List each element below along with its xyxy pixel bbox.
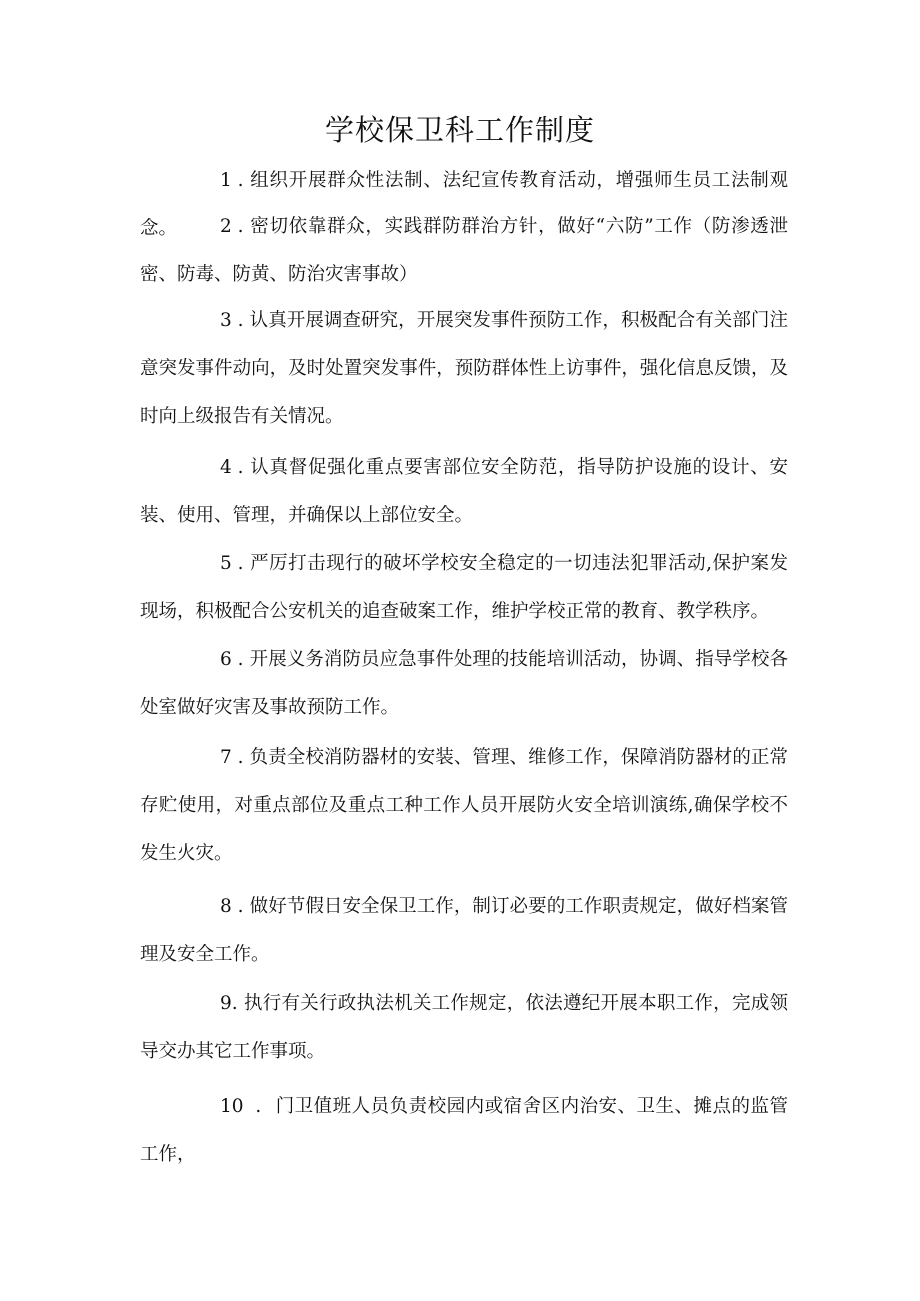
clause-number: 10 . — [220, 1096, 262, 1117]
clause-text: 做好节假日安全保卫工作，制订必要的工作职责规定，做好档案管理及安全工作。 — [140, 896, 788, 965]
clause-4 — [140, 444, 788, 540]
clause-text: 认真开展调查研究，开展突发事件预防工作，积极配合有关部门注意突发事件动向，及时处置突发事件，预防群体性上访事件，强化信息反馈，及时向上级报告有关情况。 — [140, 310, 788, 427]
clause-number: 7 . — [220, 747, 244, 768]
clause-text: 负责全校消防器材的安装、管理、维修工作，保障消防器材的正常存贮使用，对重点部位及重点工种工作人员开展防火安全培训演练,确保学校不发生火灾。 — [140, 747, 788, 864]
clause-number: 6 . — [220, 649, 244, 670]
clause-10 — [140, 1083, 788, 1179]
clause-number: 4 . — [220, 457, 244, 478]
clause-9 — [140, 980, 788, 1076]
clause-text: 开展义务消防员应急事件处理的技能培训活动，协调、指导学校各处室做好灾害及事故预防工作。 — [140, 649, 788, 718]
clause-text: 认真督促强化重点要害部位安全防范，指导防护设施的设计、安装、使用、管理，并确保以上部位安全。 — [140, 457, 788, 526]
clause-7 — [140, 734, 788, 878]
clause-3 — [140, 297, 788, 441]
clause-2 — [140, 203, 788, 299]
clause-number: 1 . — [220, 170, 244, 191]
clause-text: 密切依靠群众，实践群防群治方针，做好“六防”工作（防渗透泄密、防毒、防黄、防治灾害事故） — [140, 216, 788, 285]
clause-number: 5 . — [220, 553, 244, 574]
clause-number: 3 . — [220, 310, 244, 331]
document-title: 学校保卫科工作制度 — [324, 113, 595, 147]
clause-number: 8 . — [220, 896, 244, 917]
clause-text: 执行有关行政执法机关工作规定，依法遵纪开展本职工作，完成领导交办其它工作事项。 — [140, 993, 788, 1062]
clause-5 — [140, 540, 788, 636]
clause-8 — [140, 883, 788, 979]
clause-number: 9. — [220, 993, 238, 1014]
clause-6 — [140, 636, 788, 732]
clause-text: 组织开展群众性法制、法纪宣传教育活动，增强师生员工法制观念。 — [140, 170, 788, 239]
clause-number: 2 . — [220, 216, 244, 237]
clause-text: 门卫值班人员负责校园内或宿舍区内治安、卫生、摊点的监管工作， — [140, 1096, 788, 1165]
clause-text: 严厉打击现行的破坏学校安全稳定的一切违法犯罪活动,保护案发现场，积极配合公安机关的追查破案工作，维护学校正常的教育、教学秩序。 — [140, 553, 788, 622]
